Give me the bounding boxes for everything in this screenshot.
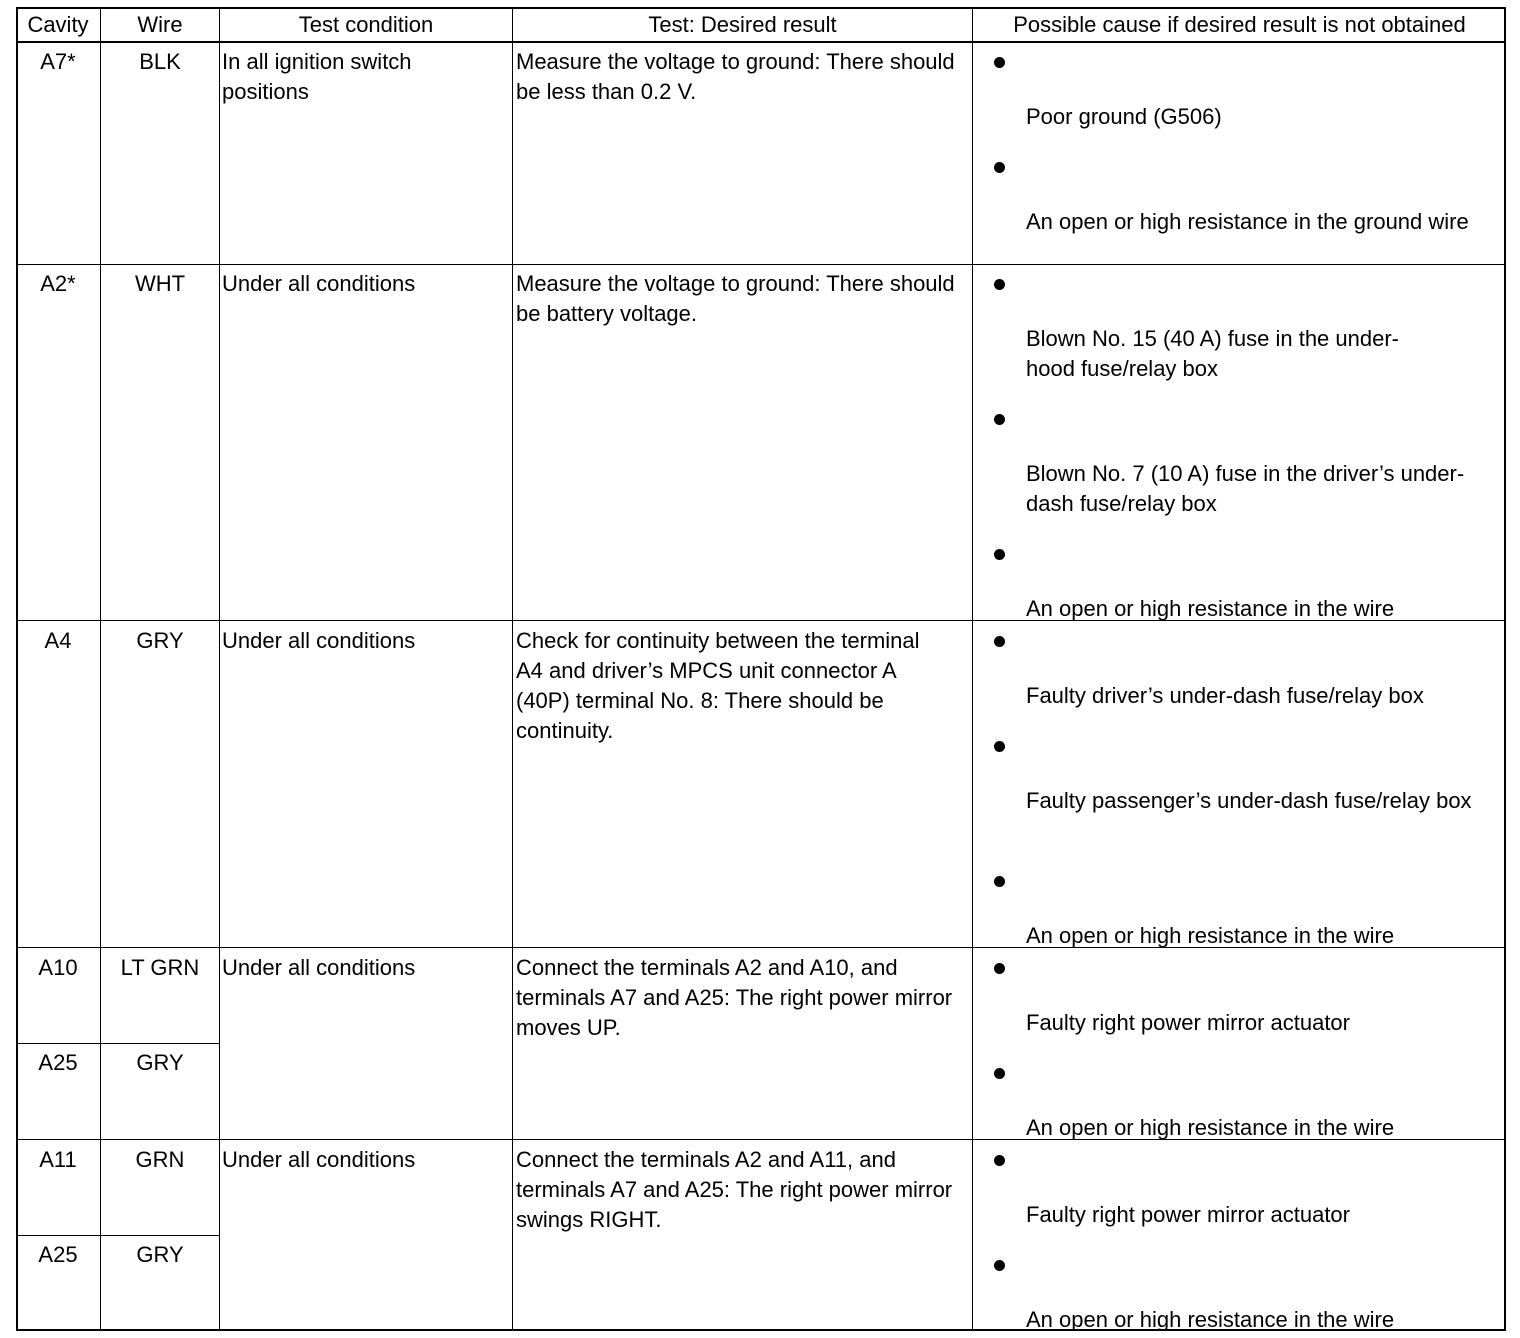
bullet-icon bbox=[994, 1068, 1005, 1079]
row-divider bbox=[16, 947, 1506, 948]
sub-row-divider bbox=[16, 1235, 219, 1236]
bullet-icon bbox=[994, 279, 1005, 290]
col-divider bbox=[972, 7, 973, 1331]
cell-wire: LT GRN bbox=[120, 955, 200, 980]
cell-condition: Under all conditions bbox=[222, 271, 416, 296]
col-divider bbox=[219, 7, 220, 1331]
cell-cavity: A7* bbox=[40, 49, 76, 74]
sub-row-divider bbox=[16, 1043, 219, 1044]
cell-wire: GRN bbox=[135, 1147, 185, 1172]
cause-item: Faulty passenger’s under-dash fuse/relay box bbox=[1026, 788, 1472, 813]
col-divider bbox=[100, 7, 101, 1331]
cell-result: Connect the terminals A2 and A10, and terminals A7 and A25: The right power mirror moves UP. bbox=[516, 955, 953, 1040]
cell-wire: BLK bbox=[139, 49, 181, 74]
bullet-icon bbox=[994, 1155, 1005, 1166]
cell-wire: WHT bbox=[134, 271, 186, 296]
header-divider bbox=[16, 41, 1506, 43]
bullet-icon bbox=[994, 963, 1005, 974]
cause-item: Faulty right power mirror actuator bbox=[1026, 1010, 1350, 1035]
bullet-icon bbox=[994, 162, 1005, 173]
row-divider bbox=[16, 620, 1506, 621]
cell-result: Connect the terminals A2 and A11, and terminals A7 and A25: The right power mirror swings RIGHT. bbox=[516, 1147, 953, 1232]
cell-cavity: A25 bbox=[38, 1050, 78, 1075]
cause-item: Blown No. 15 (40 A) fuse in the under-hood fuse/relay box bbox=[1026, 326, 1399, 381]
cause-item: An open or high resistance in the wire bbox=[1026, 596, 1395, 620]
cause-item: An open or high resistance in the ground wire bbox=[1026, 209, 1469, 234]
cause-item: Faulty right power mirror actuator bbox=[1026, 1202, 1350, 1227]
row-divider bbox=[16, 1139, 1506, 1140]
cell-cavity: A25 bbox=[38, 1242, 78, 1267]
cell-cavity: A2* bbox=[40, 271, 76, 296]
cell-cavity: A10 bbox=[38, 955, 78, 980]
header-cavity: Cavity bbox=[27, 12, 89, 37]
bullet-icon bbox=[994, 1260, 1005, 1271]
cell-condition: Under all conditions bbox=[222, 628, 416, 653]
cell-condition: Under all conditions bbox=[222, 955, 416, 980]
cause-item: An open or high resistance in the wire bbox=[1026, 1307, 1395, 1331]
cause-item: An open or high resistance in the wire bbox=[1026, 1115, 1395, 1139]
bullet-icon bbox=[994, 741, 1005, 752]
header-desired-result: Test: Desired result bbox=[648, 12, 837, 37]
header-wire: Wire bbox=[137, 12, 183, 37]
bullet-icon bbox=[994, 876, 1005, 887]
cell-result: Check for continuity between the terminal A4 and driver’s MPCS unit connector A (40P) terminal No. 8: There should be continuity. bbox=[516, 628, 920, 743]
col-divider bbox=[512, 7, 513, 1331]
cell-condition: In all ignition switch positions bbox=[222, 49, 412, 104]
cause-item: Faulty driver’s under-dash fuse/relay box bbox=[1026, 683, 1424, 708]
cell-wire: GRY bbox=[136, 628, 184, 653]
bullet-icon bbox=[994, 549, 1005, 560]
cause-item: An open or high resistance in the wire bbox=[1026, 923, 1395, 947]
bullet-icon bbox=[994, 57, 1005, 68]
cell-cavity: A4 bbox=[44, 628, 72, 653]
cell-condition: Under all conditions bbox=[222, 1147, 416, 1172]
row-divider bbox=[16, 264, 1506, 265]
bullet-icon bbox=[994, 636, 1005, 647]
header-test-condition: Test condition bbox=[298, 12, 434, 37]
cause-item: Blown No. 7 (10 A) fuse in the driver’s under-dash fuse/relay box bbox=[1026, 461, 1465, 516]
cell-cavity: A11 bbox=[39, 1147, 77, 1172]
bullet-icon bbox=[994, 414, 1005, 425]
cell-result: Measure the voltage to ground: There should be less than 0.2 V. bbox=[516, 49, 955, 104]
cell-wire: GRY bbox=[136, 1050, 184, 1075]
cause-item: Poor ground (G506) bbox=[1026, 104, 1222, 129]
cell-wire: GRY bbox=[136, 1242, 184, 1267]
header-possible-cause: Possible cause if desired result is not obtained bbox=[1013, 12, 1466, 37]
cell-result: Measure the voltage to ground: There should be battery voltage. bbox=[516, 271, 955, 326]
